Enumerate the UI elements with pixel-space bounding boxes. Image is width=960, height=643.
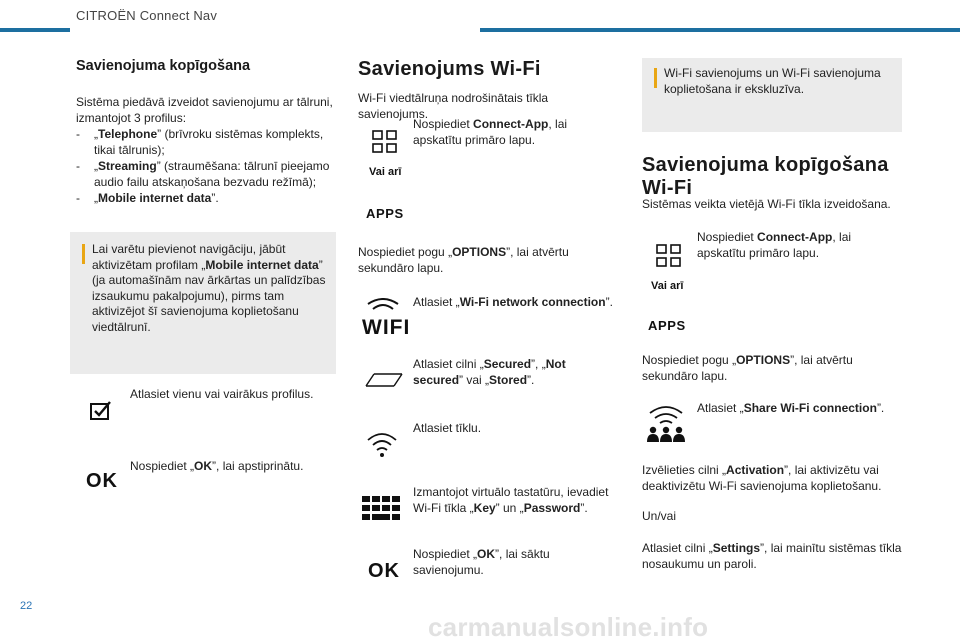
note-marker	[82, 244, 85, 264]
note-marker-2	[654, 68, 657, 88]
wifi-signal-icon	[366, 432, 398, 458]
apps-button-icon-2: APPS	[648, 318, 686, 333]
wifi-label: WIFI	[362, 316, 411, 339]
step-wifi-network: Atlasiet „Wi-Fi network connection”.	[413, 295, 613, 309]
wifi-icon	[366, 298, 400, 314]
profile-item-telephone: - „Telephone” (brīvroku sistēmas komplekts, tikai tālrunis);	[76, 127, 324, 157]
step-share-wifi: Atlasiet „Share Wi-Fi connection”.	[697, 401, 885, 415]
step-activation: Izvēlieties cilni „Activation”, lai aktivizētu vai deaktivizētu Wi-Fi savienojuma koplietošanu.	[642, 463, 882, 493]
pen-field-icon	[364, 372, 404, 388]
step-select-profiles: Atlasiet vienu vai vairākus profilus.	[130, 387, 314, 401]
step-options-2: Nospiediet pogu „OPTIONS”, lai atvērtu sekundāro lapu.	[642, 353, 853, 383]
step-connect-app: Nospiediet Connect-App, lai apskatītu primāro lapu.	[413, 117, 568, 147]
heading-line-2: Wi-Fi	[642, 177, 693, 199]
header-rule-right	[480, 28, 960, 32]
step-settings: Atlasiet cilni „Settings”, lai mainītu sistēmas tīkla nosaukumu un paroli.	[642, 541, 902, 571]
info-note-exclusive	[642, 58, 902, 132]
step-enter-key: Izmantojot virtuālo tastatūru, ievadiet Wi-Fi tīkla „Key” un „Password”.	[413, 485, 609, 515]
heading-line-1: Savienojuma kopīgošana	[642, 154, 889, 176]
step-select-tab: Atlasiet cilni „Secured”, „Not secured” vai „Stored”.	[413, 357, 566, 387]
note-text: Lai varētu pievienot navigāciju, jābūt aktivizētam profilam „Mobile internet data” (ja automašīnām nav ārkārtas un palīdzības izsaukumu pakalpojumu), pirms tam aktivizējot šī savienojuma koplietošanu viedtālrunī.	[92, 242, 326, 334]
section-heading-wifi: Savienojums Wi-Fi	[358, 58, 541, 80]
ok-button-icon-2: OK	[368, 560, 400, 582]
step-connect-app-2: Nospiediet Connect-App, lai apskatītu primāro lapu.	[697, 230, 852, 260]
and-or-label: Un/vai	[642, 509, 677, 523]
section-heading-connection-sharing: Savienojuma kopīgošana	[76, 58, 251, 74]
header-rule-left	[0, 28, 70, 32]
watermark: carmanualsonline.info	[428, 612, 709, 642]
ok-button-icon: OK	[86, 470, 118, 492]
or-label: Vai arī	[369, 166, 402, 178]
profile-item-mobile-data: - „Mobile internet data”.	[76, 191, 219, 205]
checkbox-icon	[89, 400, 113, 422]
step-select-network: Atlasiet tīklu.	[413, 421, 482, 435]
apps-button-icon: APPS	[366, 206, 404, 221]
page-number: 22	[20, 600, 33, 612]
step-options: Nospiediet pogu „OPTIONS”, lai atvērtu sekundāro lapu.	[358, 245, 569, 275]
wifi-intro: Wi-Fi viedtālruņa nodrošinātais tīkla savienojums.	[358, 91, 549, 121]
hotspot-intro: Sistēmas veikta vietējā Wi-Fi tīkla izveidošana.	[642, 197, 891, 211]
or-label-2: Vai arī	[651, 280, 684, 292]
share-users-icon	[646, 404, 686, 444]
profile-item-streaming: - „Streaming” (straumēšana: tālrunī pieejamo audio failu atskaņošana bezvadu režīmā);	[76, 159, 330, 189]
keyboard-icon	[362, 496, 400, 520]
info-note-navigation	[70, 232, 336, 374]
grid-icon	[372, 130, 398, 154]
page-header-title: CITROËN Connect Nav	[76, 8, 218, 23]
step-press-ok: Nospiediet „OK”, lai apstiprinātu.	[130, 459, 304, 473]
note-text-2: Wi-Fi savienojums un Wi-Fi savienojuma koplietošana ir ekskluzīva.	[664, 66, 881, 96]
col1-intro	[76, 94, 334, 206]
col1-intro-text: Sistēma piedāvā izveidot savienojumu ar tālruni, izmantojot 3 profilus:	[76, 95, 333, 125]
section-heading-wifi-sharing	[642, 154, 902, 200]
step-start-connection: Nospiediet „OK”, lai sāktu savienojumu.	[413, 547, 550, 577]
grid-icon-2	[656, 244, 682, 268]
